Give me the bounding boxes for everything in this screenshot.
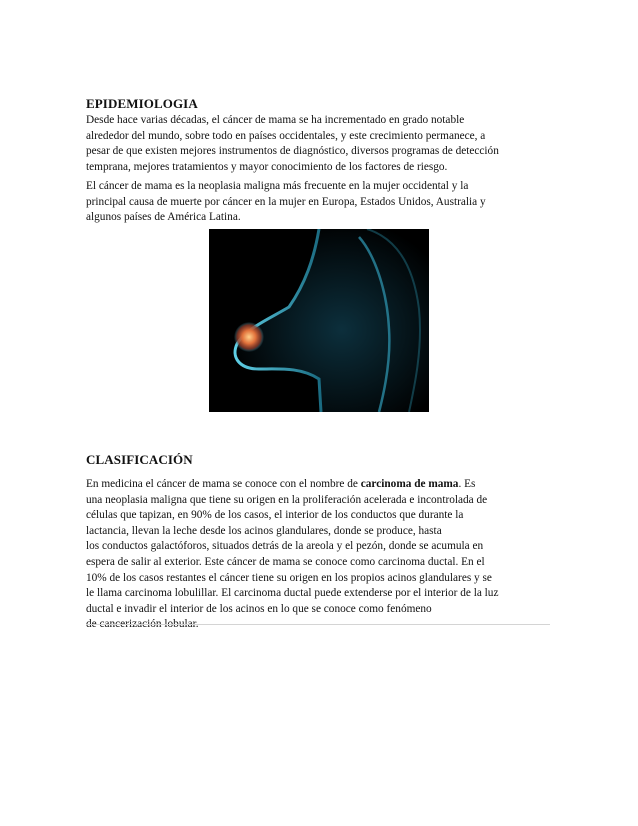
text-line: pesar de que existen mejores instrumentos de diagnóstico, diversos programas de detección [86, 145, 499, 158]
text-line: principal causa de muerte por cáncer en la mujer en Europa, Estados Unidos, Australia y [86, 195, 486, 208]
paragraph-epidemiologia-1 [86, 113, 548, 175]
text-line: una neoplasia maligna que tiene su origen en la proliferación acelerada e incontrolada de [86, 493, 488, 506]
text-line: Desde hace varias décadas, el cáncer de mama se ha incrementado en grado notable [86, 114, 465, 126]
text-line: le llama carcinoma lobulillar. El carcinoma ductal puede extenderse por el interior de la luz [86, 587, 499, 600]
bold-term: carcinoma de mama [360, 478, 459, 490]
divider [86, 624, 550, 625]
text-line: ductal e invadir el interior de los acinos en lo que se conoce como fenómeno [86, 602, 432, 615]
text-segment: En medicina el cáncer de mama se conoce con el nombre de [86, 478, 361, 490]
heading-clasificacion: CLASIFICACIÓN [86, 452, 193, 467]
text-line: células que tapizan, en 90% de los casos, el interior de los conductos que durante la [86, 509, 464, 522]
text-line: espera de salir al exterior. Este cáncer de mama se conoce como carcinoma ductal. En el [86, 555, 485, 568]
text-line: los conductos galactóforos, situados detrás de la areola y el pezón, donde se acumula en [86, 540, 484, 553]
text-segment: . Es [458, 478, 476, 490]
paragraph-clasificacion [86, 477, 548, 633]
text-line [86, 477, 548, 493]
text-line: El cáncer de mama es la neoplasia maligna más frecuente en la mujer occidental y la [86, 180, 469, 192]
heading-epidemiologia: EPIDEMIOLOGIA [86, 96, 198, 111]
text-line: algunos países de América Latina. [86, 211, 241, 224]
paragraph-epidemiologia-2 [86, 179, 548, 226]
text-line: 10% de los casos restantes el cáncer tiene su origen en los propios acinos glandulares y se [86, 571, 492, 584]
text-line: alrededor del mundo, sobre todo en países occidentales, y este crecimiento permanece, a [86, 129, 486, 142]
text-line: de cancerización lobular. [86, 618, 199, 631]
text-line: lactancia, llevan la leche desde los acinos glandulares, donde se produce, hasta [86, 524, 442, 537]
text-line: temprana, mejores tratamientos y mayor conocimiento de los factores de riesgo. [86, 160, 448, 173]
breast-tumor-illustration-icon [209, 229, 429, 412]
